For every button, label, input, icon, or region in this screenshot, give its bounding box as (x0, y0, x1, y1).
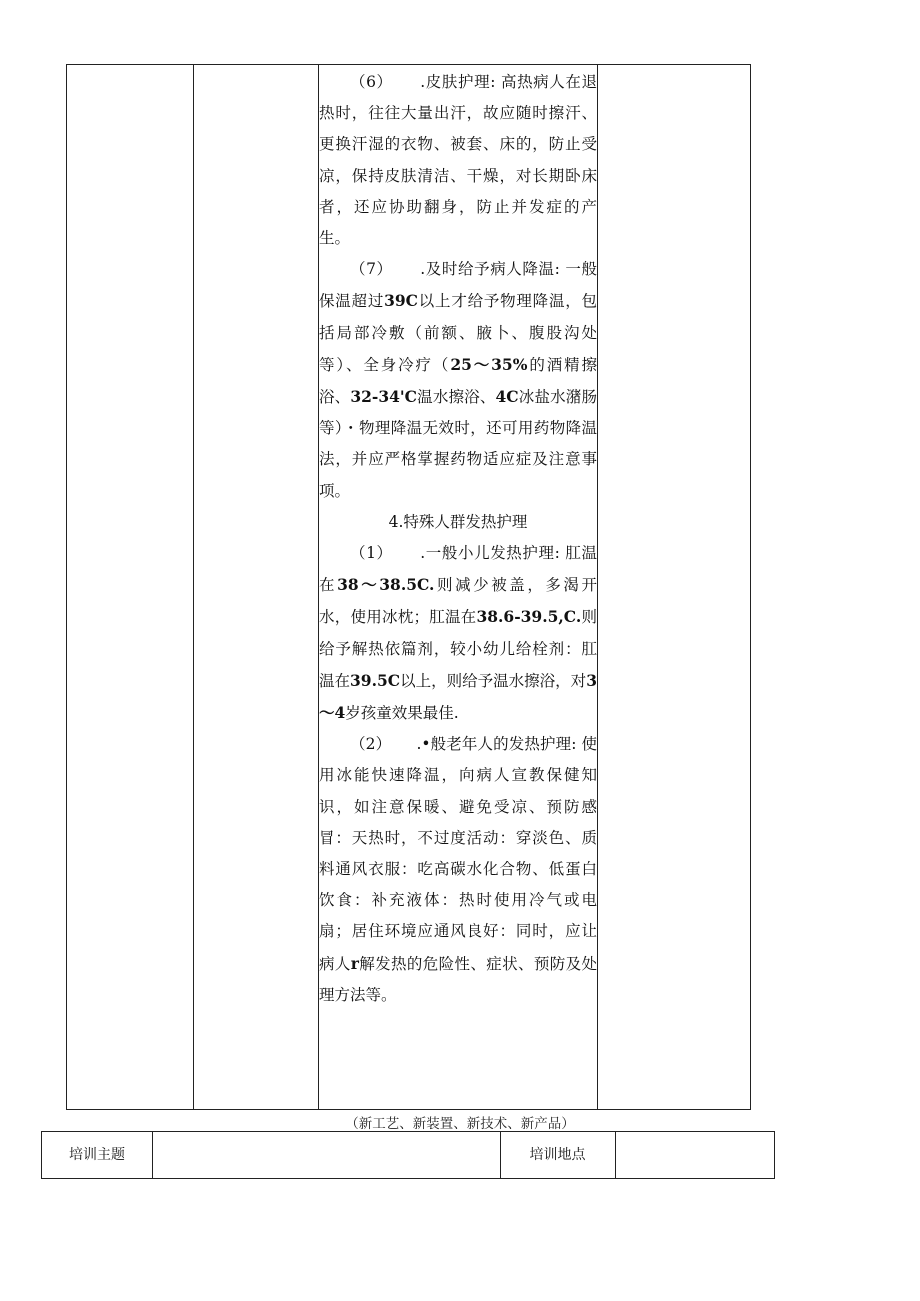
paragraph-cooling: （7） .及时给予病人降温: 一般保温超过39C以上才给予物理降温，包括局部冷敷（前额、腋卜、腹股沟处等）、全身冷疗（25～35%的酒精擦浴、32-34'C温水擦浴、4C冰盐水潴肠等）・物理降温无效时，还可用药物降温法，并应严格掌握药物适应症及注意事项。 (319, 260, 597, 500)
item-title: .一般小儿发热护理 (420, 544, 555, 563)
training-location-label: 培训地点 (529, 1147, 586, 1163)
column-divider (193, 65, 194, 1109)
text-run-bold: 4C (495, 387, 519, 407)
item-title: .皮肤护理 (420, 73, 491, 91)
paragraph-skin-care: （6） .皮肤护理: 高热病人在退热时，往往大量出汗，故应随时擦汗、更换汗湿的衣物、被套、床的，防止受凉，保持皮肤清洁、干燥，对长期卧床者，还应协助翻身，防止并发症的产生。 (319, 73, 597, 248)
text-run-bold: 38～38.5C. (337, 575, 435, 595)
text-run: 岁孩童效果最佳. (345, 704, 459, 723)
item-number: （2） (350, 735, 392, 754)
text-run: 温水擦浴、 (417, 388, 496, 407)
text-run-bold: 25～35% (450, 354, 528, 374)
text-run: 解发热的危险性、症状、预防及处理方法等。 (319, 954, 597, 1004)
content-cell (319, 65, 597, 1011)
training-info-table (41, 1131, 775, 1179)
text-run: 以上才给予物理降温，包括局部冷敷（前额、腋卜、腹股沟处等）、全身冷疗（ (319, 292, 597, 374)
text-run-bold: 39.5C (350, 670, 401, 690)
text-run: 的酒精擦浴、 (319, 355, 597, 407)
text-run-bold: 38.6-39.5,C. (476, 607, 582, 627)
item-number: （1） (350, 544, 393, 563)
text-run: 则给予解热依篇剂，较小幼儿给栓剂：肛温在 (319, 608, 597, 690)
column-divider (615, 1132, 616, 1178)
text-run: 肛温在 (319, 544, 597, 595)
column-divider (152, 1132, 153, 1178)
item-text: 高热病人在退热时，往往大量出汗，故应随时擦汗、更换汗湿的衣物、被套、床的，防止受凉，保持皮肤清洁、干燥，对长期卧床者，还应协助翻身，防止并发症的产生。 (319, 73, 597, 248)
section-heading: 4.特殊人群发热护理 (388, 512, 528, 531)
item-title: .及时给予病人降温 (420, 260, 555, 279)
item-number: （6） (350, 73, 393, 91)
text-run-bold: r (350, 953, 359, 973)
text-run: 一般保温超过 (319, 260, 597, 311)
text-run-bold: 32-34'C (350, 387, 417, 407)
text-run: 则减少被盖，多渴开水，使用冰枕；肛温在 (319, 576, 597, 627)
text-run: 使用冰能快速降温，向病人宣教保健知识，如注意保暖、避免受凉、预防感冒：天热时，不过度活动：穿淡色、质料通风衣服：吃高碳水化合物、低蛋白饮食：补充液体：热时使用冷气或电扇；居住环境应通风良好：同时，应让病人 (319, 735, 597, 973)
training-topic-label: 培训主题 (69, 1147, 125, 1163)
item-title: .•般老年人的发热护理 (416, 735, 572, 754)
table-caption: （新工艺、新装置、新技术、新产品） (345, 1116, 575, 1132)
text-run: 冰盐水潴肠等）・物理降温无效时，还可用药物降温法，并应严格掌握药物适应症及注意事项。 (319, 388, 597, 500)
content-table (66, 64, 751, 1110)
text-run-bold: 3～4 (319, 670, 597, 723)
item-number: （7） (350, 260, 393, 279)
text-run-bold: 39C (384, 291, 418, 311)
text-run: 以上，则给予温水擦浴，对 (400, 671, 587, 690)
paragraph-elderly-fever: （2） .•般老年人的发热护理: 使用冰能快速降温，向病人宣教保健知识，如注意保暖、避免受凉、预防感冒：天热时，不过度活动：穿淡色、质料通风衣服：吃高碳水化合物、低蛋白饮食：补充液体：热时使用冷气或电扇；居住环境应通风良好：同时，应让病人r解发热的危险性、症状、预防及处理方法等。 (319, 735, 597, 1004)
paragraph-child-fever: （1） .一般小儿发热护理: 肛温在38～38.5C.则减少被盖，多渴开水，使用冰枕；肛温在38.6-39.5,C.则给予解热依篇剂，较小幼儿给栓剂：肛温在39.5C以上，则给予温水擦浴，对3～4岁孩童效果最佳. (319, 544, 597, 723)
column-divider (597, 65, 598, 1109)
